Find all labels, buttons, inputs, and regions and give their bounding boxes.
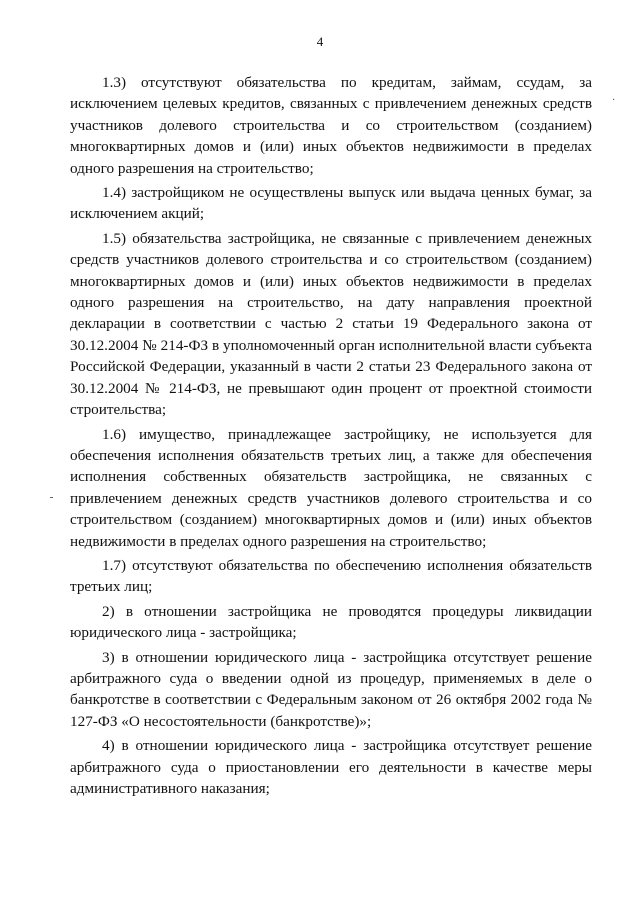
paragraph-2: 2) в отношении застройщика не проводятся процедуры ликвидации юридического лица - застройщика; (70, 602, 592, 642)
paragraph-4: 4) в отношении юридического лица - застройщика отсутствует решение арбитражного суда о приостановлении его деятельности в качестве меры административного наказания; (70, 737, 592, 797)
paragraph-1-5: 1.5) обязательства застройщика, не связанные с привлечением денежных средств участников долевого строительства и со строительством (созданием) многоквартирных домов и (или) иных объектов недвижимости в пределах одного разрешения на строительство, на дату направления проектной декларации в соответствии с частью 2 статьи 19 Федерального закона от 30.12.2004 № 214-ФЗ в уполномоченный орган исполнительной власти субъекта Российской Федерации, указанный в части 2 статьи 23 Федерального закона от 30.12.2004 № 214-ФЗ, не превышают один процент от проектной стоимости строительства; (70, 229, 592, 419)
margin-mark: · (612, 95, 616, 106)
paragraph-3: 3) в отношении юридического лица - застройщика отсутствует решение арбитражного суда о введении одной из процедур, применяемых в деле о банкротстве в соответствии с Федеральным законом от 26 октября 2002 года № 127-ФЗ «О несостоятельности (банкротстве)»; (70, 648, 592, 730)
document-body (70, 72, 592, 802)
page-number: 4 (316, 34, 324, 49)
paragraph-1-6: 1.6) имущество, принадлежащее застройщику, не используется для обеспечения исполнения обязательств третьих лиц, а также для обеспечения исполнения собственных обязательств застройщика, не связанных с привлечением денежных средств участников долевого строительства и со строительством (созданием) многоквартирных домов и (или) иных объектов недвижимости в пределах одного разрешения на строительство; (70, 425, 592, 550)
paragraph-1-3: 1.3) отсутствуют обязательства по кредитам, займам, ссудам, за исключением целевых кредитов, связанных с привлечением денежных средств участников долевого строительства и со строительством (созданием) многоквартирных домов и (или) иных объектов недвижимости в пределах одного разрешения на строительство; (70, 74, 592, 177)
paragraph-1-4: 1.4) застройщиком не осуществлены выпуск или выдача ценных бумаг, за исключением акций; (70, 184, 592, 223)
margin-dot (50, 497, 53, 498)
paragraph-1-7: 1.7) отсутствуют обязательства по обеспечению исполнения обязательств третьих лиц; (70, 556, 592, 596)
